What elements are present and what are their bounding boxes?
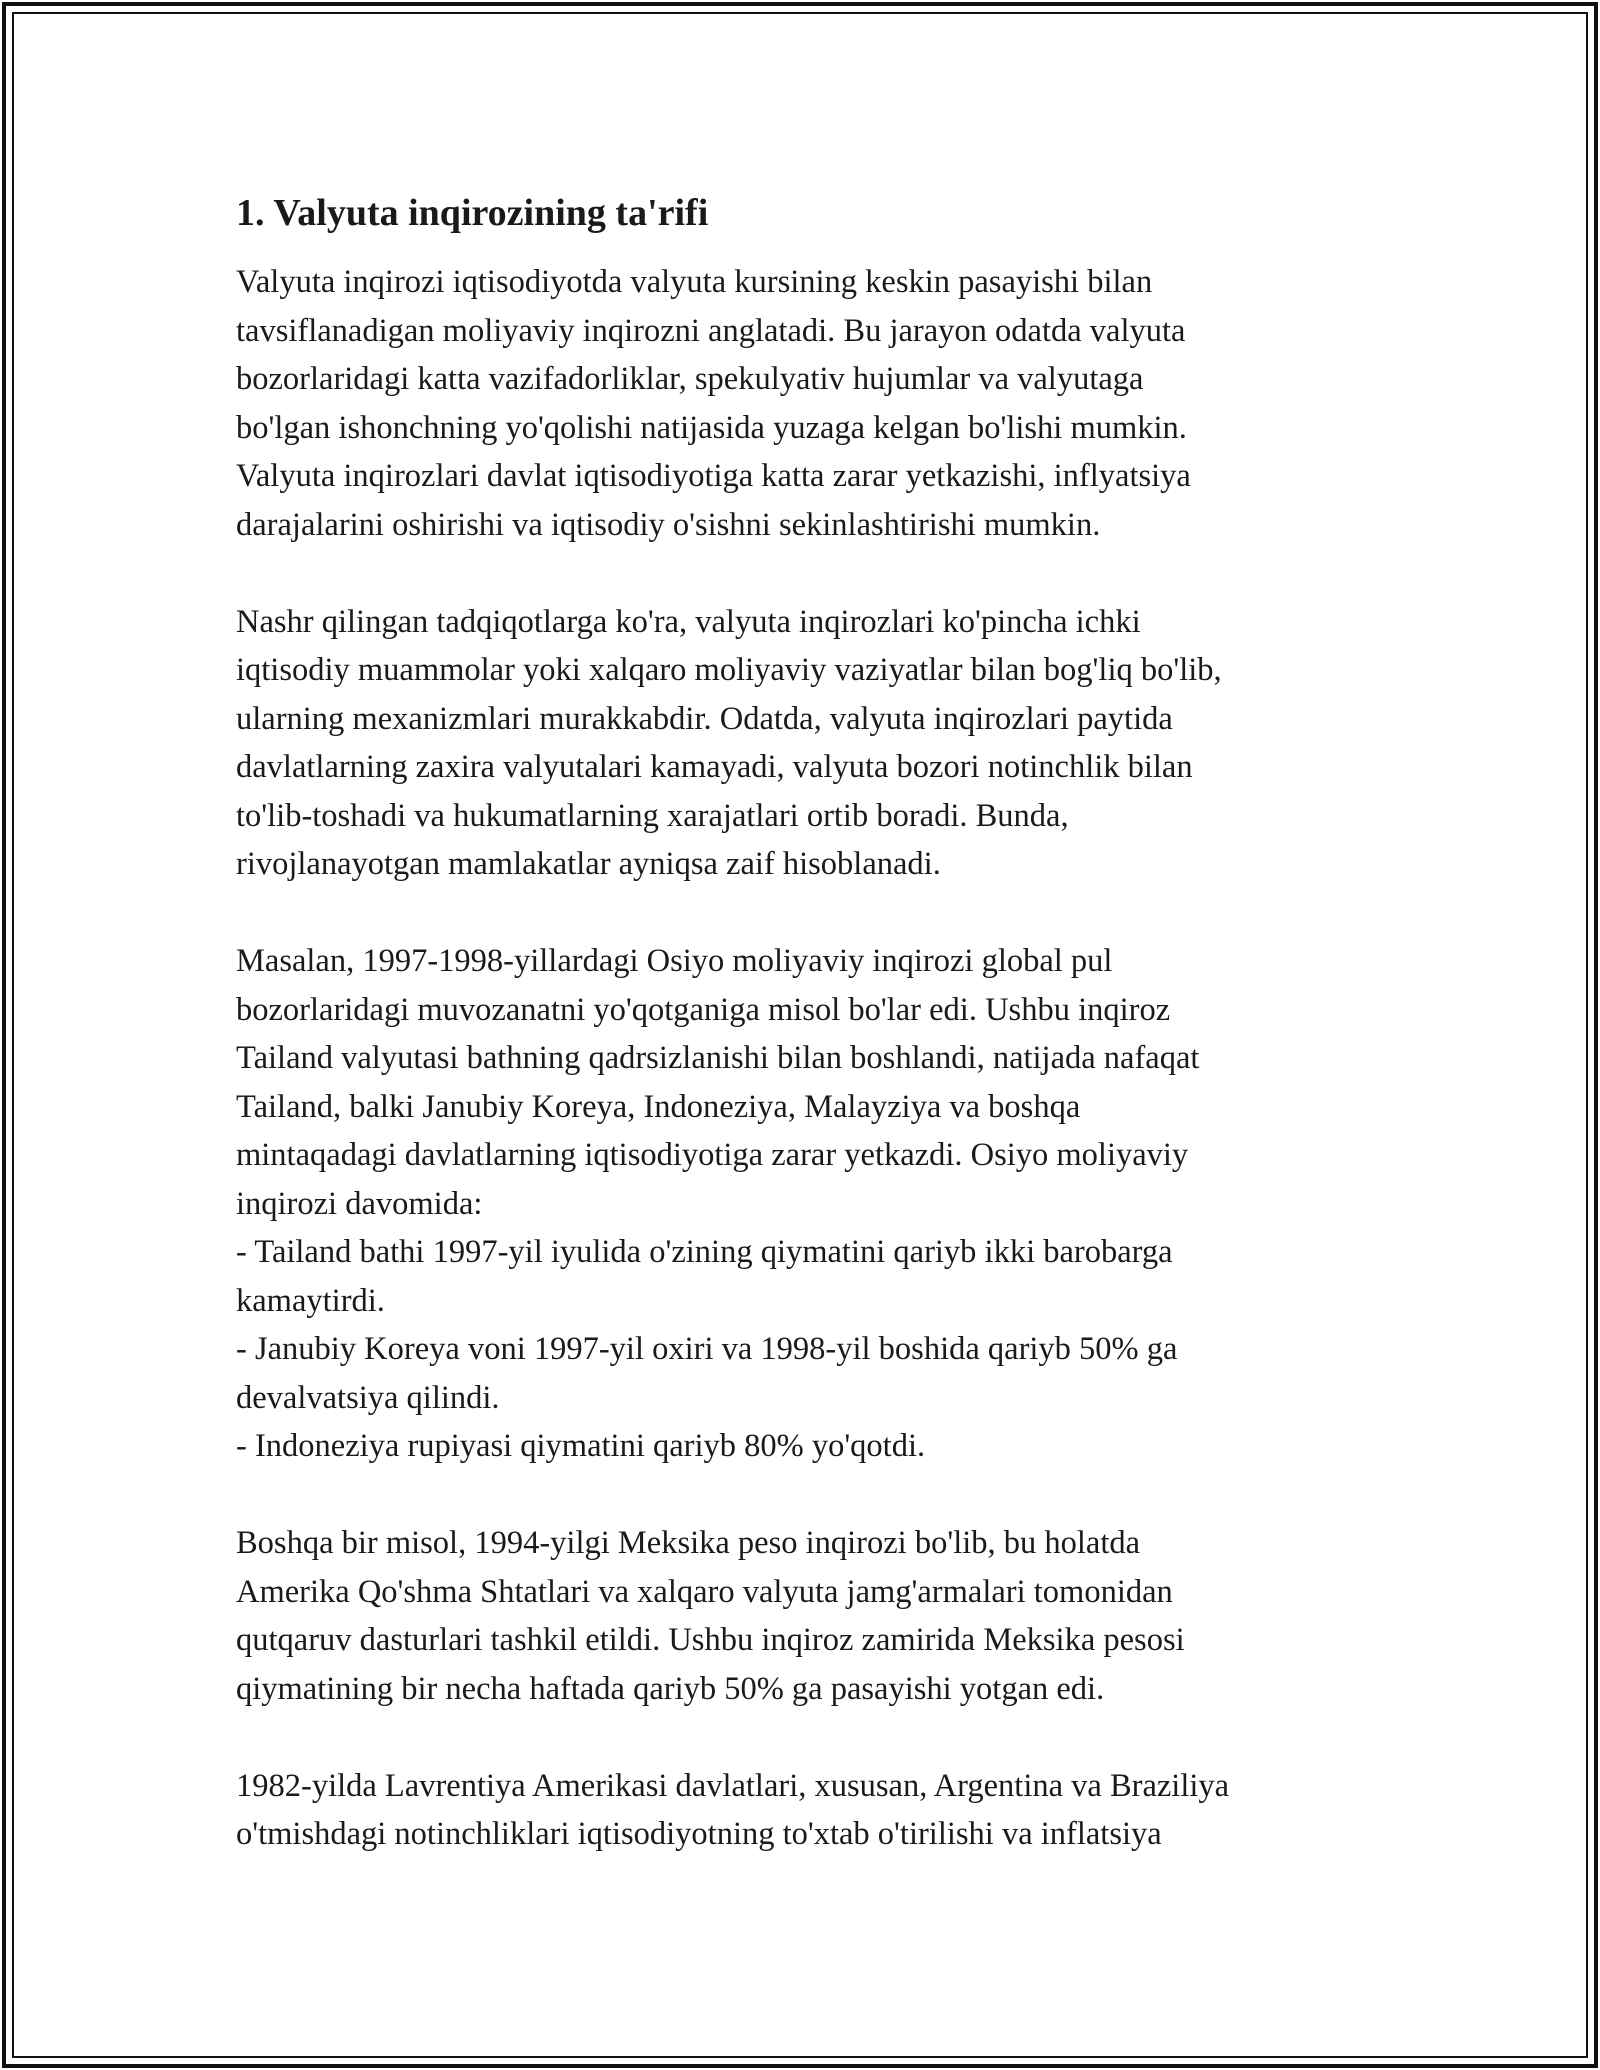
paragraph-latin-america: 1982-yilda Lavrentiya Amerikasi davlatlari, xususan, Argentina va Braziliya o'tmishdagi notinchliklari iqtisodiyotning to'xtab o'tirilishi va inflatsiya — [236, 1767, 1230, 1852]
paragraph-asian-crisis: Masalan, 1997-1998-yillardagi Osiyo moliyaviy inqirozi global pul bozorlaridagi muvozanatni yo'qotganiga misol bo'lar edi. Ushbu inqiroz Tailand valyutasi bathning qadrsizlanishi bilan boshlandi, natijada nafaqat Tailand, balki Janubiy Koreya, Indoneziya, Malayziya va boshqa mintaqadagi davlatlarning iqtisodiyotiga zarar yetkazdi. Osiyo moliyaviy inqirozi davomida: - Tailand bathi 1997-yil iyulida o'zining qiymatini qariyb ikki barobarga kamaytirdi. - Janubiy Koreya voni 1997-yil oxiri va 1998-yil boshida qariyb 50% ga devalvatsiya qilindi. - Indoneziya rupiyasi qiymatini qariyb 80% yo'qotdi. — [236, 943, 1200, 1464]
paragraph-definition: Valyuta inqirozi iqtisodiyotda valyuta kursining keskin pasayishi bilan tavsiflanadigan moliyaviy inqirozni anglatadi. Bu jarayon odatda valyuta bozorlaridagi katta vazifadorliklar, spekulyativ hujumlar va valyutaga bo'lgan ishonchning yo'qolishi natijasida yuzaga kelgan bo'lishi mumkin. Valyuta inqirozlari davlat iqtisodiyotiga katta zarar yetkazishi, inflyatsiya darajalarini oshirishi va iqtisodiy o'sishni sekinlashtirishi mumkin. — [236, 264, 1191, 543]
paragraph-research: Nashr qilingan tadqiqotlarga ko'ra, valyuta inqirozlari ko'pincha ichki iqtisodiy muammolar yoki xalqaro moliyaviy vaziyatlar bilan bog'liq bo'lib, ularning mexanizmlari murakkabdir. Odatda, valyuta inqirozlari paytida davlatlarning zaxira valyutalari kamayadi, valyuta bozori notinchlik bilan to'lib-toshadi va hukumatlarning xarajatlari ortib boradi. Bunda, rivojlanayotgan mamlakatlar ayniqsa zaif hisoblanadi. — [236, 603, 1222, 882]
paragraph-mexican-crisis: Boshqa bir misol, 1994-yilgi Meksika peso inqirozi bo'lib, bu holatda Amerika Qo'shma Shtatlari va xalqaro valyuta jamg'armalari tomonidan qutqaruv dasturlari tashkil etildi. Ushbu inqiroz zamirida Meksika pesosi qiymatining bir necha haftada qariyb 50% ga pasayishi yotgan edi. — [236, 1525, 1185, 1707]
document-page — [236, 186, 1376, 1907]
section-title: 1. Valyuta inqirozining ta'rifi — [236, 192, 709, 234]
